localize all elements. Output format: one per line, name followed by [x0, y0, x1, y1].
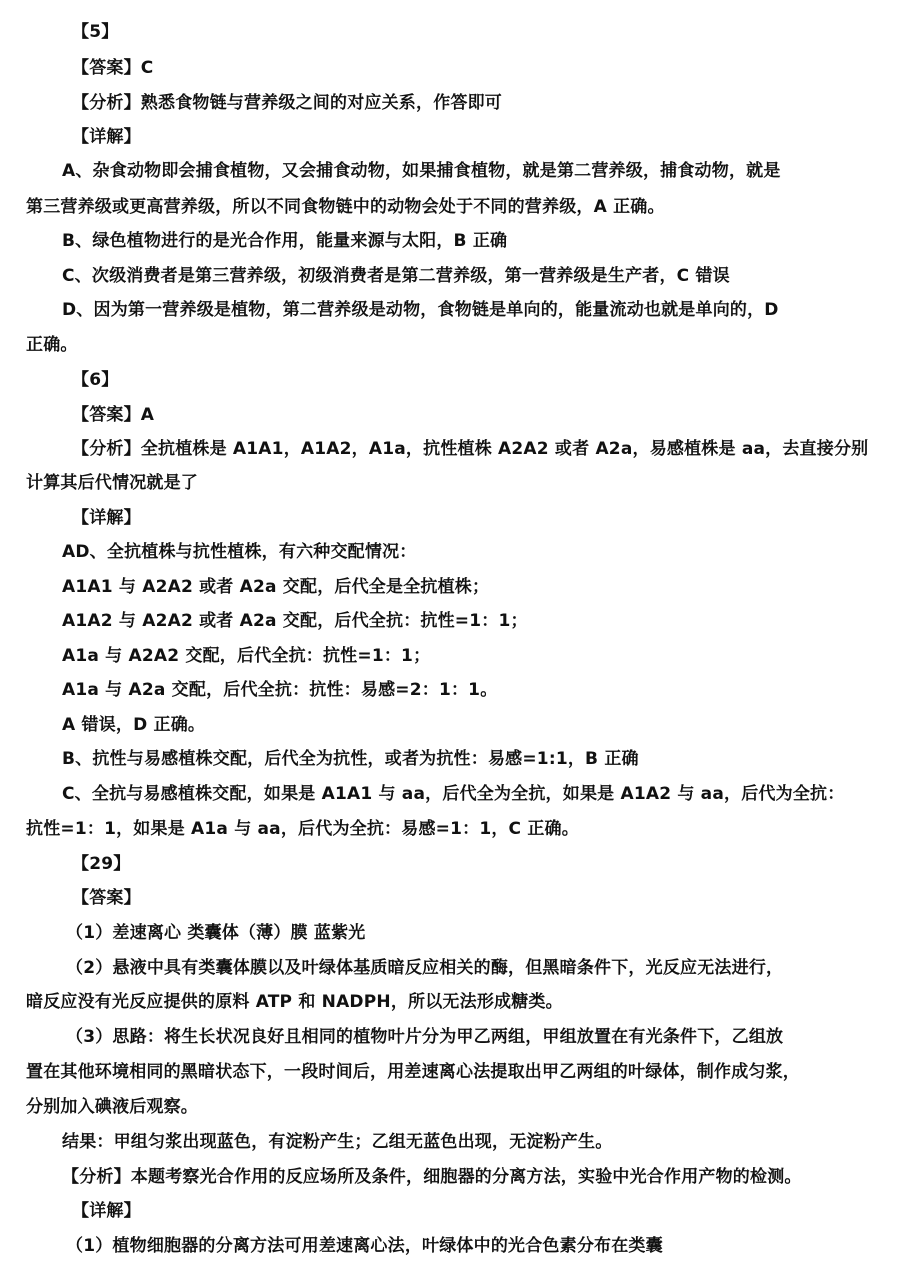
q6-analysis-line2: 计算其后代情况就是了	[26, 473, 198, 493]
q5-detail-d-line1: D、因为第一营养级是植物，第二营养级是动物，食物链是单向的，能量流动也就是单向的，D	[62, 300, 779, 320]
q29-answer-heading: 【答案】	[72, 888, 141, 908]
q6-detail-b: B、抗性与易感植株交配，后代全为抗性，或者为抗性：易感=1:1，B 正确	[62, 749, 639, 769]
q5-number: 【5】	[72, 22, 119, 42]
q29-answer-3-line1: （3）思路：将生长状况良好且相同的植物叶片分为甲乙两组，甲组放置在有光条件下，乙组放	[66, 1027, 784, 1047]
q6-detail-ad-conclusion: A 错误，D 正确。	[62, 715, 206, 735]
q29-answer-2-line2: 暗反应没有光反应提供的原料 ATP 和 NADPH，所以无法形成糖类。	[26, 992, 563, 1012]
q29-analysis: 【分析】本题考察光合作用的反应场所及条件，细胞器的分离方法，实验中光合作用产物的检测。	[62, 1167, 802, 1187]
q6-detail-cross1: A1A1 与 A2A2 或者 A2a 交配，后代全是全抗植株；	[62, 577, 490, 597]
q6-detail-cross4: A1a 与 A2a 交配，后代全抗：抗性：易感=2：1：1。	[62, 680, 498, 700]
q29-answer-3-line3: 分别加入碘液后观察。	[26, 1097, 198, 1117]
q6-analysis-line1: 【分析】全抗植株是 A1A1，A1A2，A1a，抗性植株 A2A2 或者 A2a，易感植株是 aa，去直接分别	[72, 439, 869, 459]
q5-detail-a-line2: 第三营养级或更高营养级，所以不同食物链中的动物会处于不同的营养级，A 正确。	[26, 197, 665, 217]
q5-detail-c: C、次级消费者是第三营养级，初级消费者是第二营养级，第一营养级是生产者，C 错误	[62, 266, 730, 286]
q5-detail-b: B、绿色植物进行的是光合作用，能量来源与太阳，B 正确	[62, 231, 508, 251]
q5-detail-heading: 【详解】	[72, 127, 141, 147]
q29-answer-1: （1）差速离心 类囊体（薄）膜 蓝紫光	[66, 923, 366, 943]
q29-answer-3-line2: 置在其他环境相同的黑暗状态下，一段时间后，用差速离心法提取出甲乙两组的叶绿体，制作成匀浆，	[26, 1062, 800, 1082]
q6-detail-c-line1: C、全抗与易感植株交配，如果是 A1A1 与 aa，后代全为全抗，如果是 A1A2 与 aa，后代为全抗：	[62, 784, 845, 804]
q6-detail-heading: 【详解】	[72, 508, 141, 528]
q5-detail-a-line1: A、杂食动物即会捕食植物，又会捕食动物，如果捕食植物，就是第二营养级，捕食动物，就是	[62, 161, 781, 181]
q6-detail-cross3: A1a 与 A2A2 交配，后代全抗：抗性=1：1；	[62, 646, 431, 666]
q29-detail-1: （1）植物细胞器的分离方法可用差速离心法，叶绿体中的光合色素分布在类囊	[66, 1236, 663, 1256]
scan-fade-overlay	[715, 1232, 785, 1262]
q29-detail-heading: 【详解】	[72, 1201, 141, 1221]
q29-number: 【29】	[72, 854, 131, 874]
q29-result: 结果：甲组匀浆出现蓝色，有淀粉产生；乙组无蓝色出现，无淀粉产生。	[62, 1132, 613, 1152]
q5-answer: 【答案】C	[72, 58, 154, 78]
q6-number: 【6】	[72, 370, 119, 390]
q6-detail-c-line2: 抗性=1：1，如果是 A1a 与 aa，后代为全抗：易感=1：1，C 正确。	[26, 819, 579, 839]
q29-answer-2-line1: （2）悬液中具有类囊体膜以及叶绿体基质暗反应相关的酶，但黑暗条件下，光反应无法进行，	[66, 958, 784, 978]
q5-detail-d-line2: 正确。	[26, 335, 78, 355]
q6-detail-ad: AD、全抗植株与抗性植株，有六种交配情况：	[62, 542, 417, 562]
q6-detail-cross2: A1A2 与 A2A2 或者 A2a 交配，后代全抗：抗性=1：1；	[62, 611, 528, 631]
q6-answer: 【答案】A	[72, 405, 155, 425]
q5-analysis: 【分析】熟悉食物链与营养级之间的对应关系，作答即可	[72, 93, 502, 113]
